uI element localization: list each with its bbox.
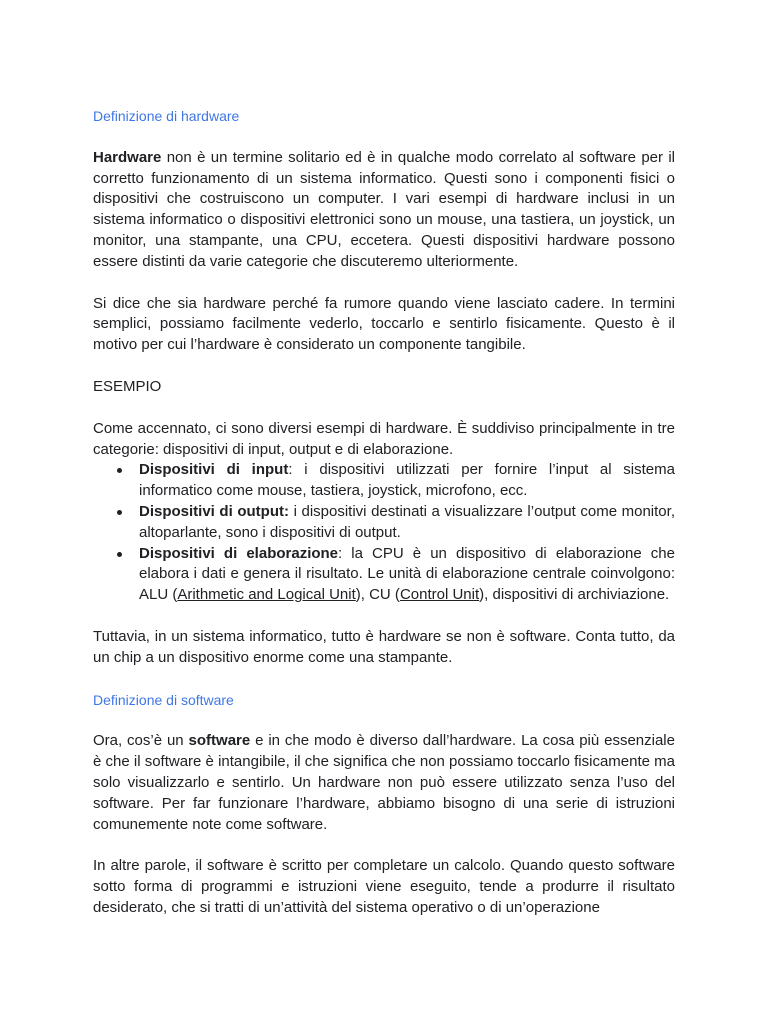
software-bold-term: software [188, 732, 251, 750]
hardware-bold-term: Hardware [93, 148, 162, 166]
list-item-processing-term: Dispositivi di elaborazione [139, 544, 339, 562]
arithmetic-logical-unit-link[interactable]: Arithmetic and Logical Unit [177, 586, 356, 604]
software-heading: Definizione di software [93, 691, 234, 708]
list-item-processing-text-a: : la CPU è un dispositivo di elaborazione che elabora i dati e genera il risultato. Le unità di elaborazione centrale coinvolgono: ALU ( [139, 544, 675, 604]
software-paragraph-2: In altre parole, il software è scritto per completare un calcolo. Quando questo software sotto forma di programmi e istruzioni viene eseguito, tende a produrre il risultato desiderato, che si tratti di un’attività del sistema operativo o di un’operazione [93, 857, 675, 916]
hardware-paragraph-1-text: non è un termine solitario ed è in qualche modo correlato al software per il corretto funzionamento di un sistema informatico. Questi sono i componenti fisici o dispositivi che costruiscono un computer. I vari esempi di hardware inclusi in un sistema informatico o dispositivi elettronici sono un mouse, una tastiera, un joystick, un monitor, una stampante, una CPU, eccetera. Questi dispositivi hardware possono essere distinti da varie categorie che discuteremo ulteriormente. [93, 148, 675, 270]
software-paragraph-1-text: e in che modo è diverso dall’hardware. La cosa più essenziale è che il software è intangibile, il che significa che non possiamo toccarlo fisicamente ma solo visualizzarlo e sentirlo. Un hardware non può essere utilizzato senza l’uso del software. Per far funzionare l’hardware, abbiamo bisogno di una serie di istruzioni comunemente note come software. [93, 732, 675, 833]
software-paragraph-1 [93, 731, 675, 835]
list-item-input [139, 460, 675, 502]
control-unit-link[interactable]: Control Unit [399, 586, 480, 604]
software-paragraph-1-pre: Ora, cos’è un [93, 732, 189, 750]
hardware-category-list [93, 460, 675, 606]
hardware-heading: Definizione di hardware [93, 108, 240, 124]
list-item-processing-text-c: ), dispositivi di archiviazione. [479, 586, 670, 604]
hardware-paragraph-2: Si dice che sia hardware perché fa rumore quando viene lasciato cadere. In termini semplici, possiamo facilmente vederlo, toccarlo e sentirlo fisicamente. Questo è il motivo per cui l’hardware è considerato un componente tangibile. [93, 294, 675, 354]
example-label: ESEMPIO [93, 377, 162, 395]
list-item-input-term: Dispositivi di input [139, 461, 289, 479]
hardware-paragraph-1 [93, 148, 675, 273]
list-item-output-term: Dispositivi di output: [139, 502, 289, 520]
list-item-output [139, 502, 675, 544]
document-page [93, 106, 675, 940]
list-item-processing [139, 544, 675, 606]
list-item-processing-text-b: ), CU ( [355, 586, 400, 604]
list-item-input-text: : i dispositivi utilizzati per fornire l’input al sistema informatico come mouse, tastiera, joystick, microfono, ecc. [139, 461, 675, 500]
list-item-output-text: i dispositivi destinati a visualizzare l’output come monitor, altoparlante, sono i dispositivi di output. [139, 502, 675, 541]
example-intro: Come accennato, ci sono diversi esempi di hardware. È suddiviso principalmente in tre categorie: dispositivi di input, output e di elaborazione. [93, 419, 675, 458]
hardware-paragraph-3: Tuttavia, in un sistema informatico, tutto è hardware se non è software. Conta tutto, da un chip a un dispositivo enorme come una stampante. [93, 627, 675, 666]
